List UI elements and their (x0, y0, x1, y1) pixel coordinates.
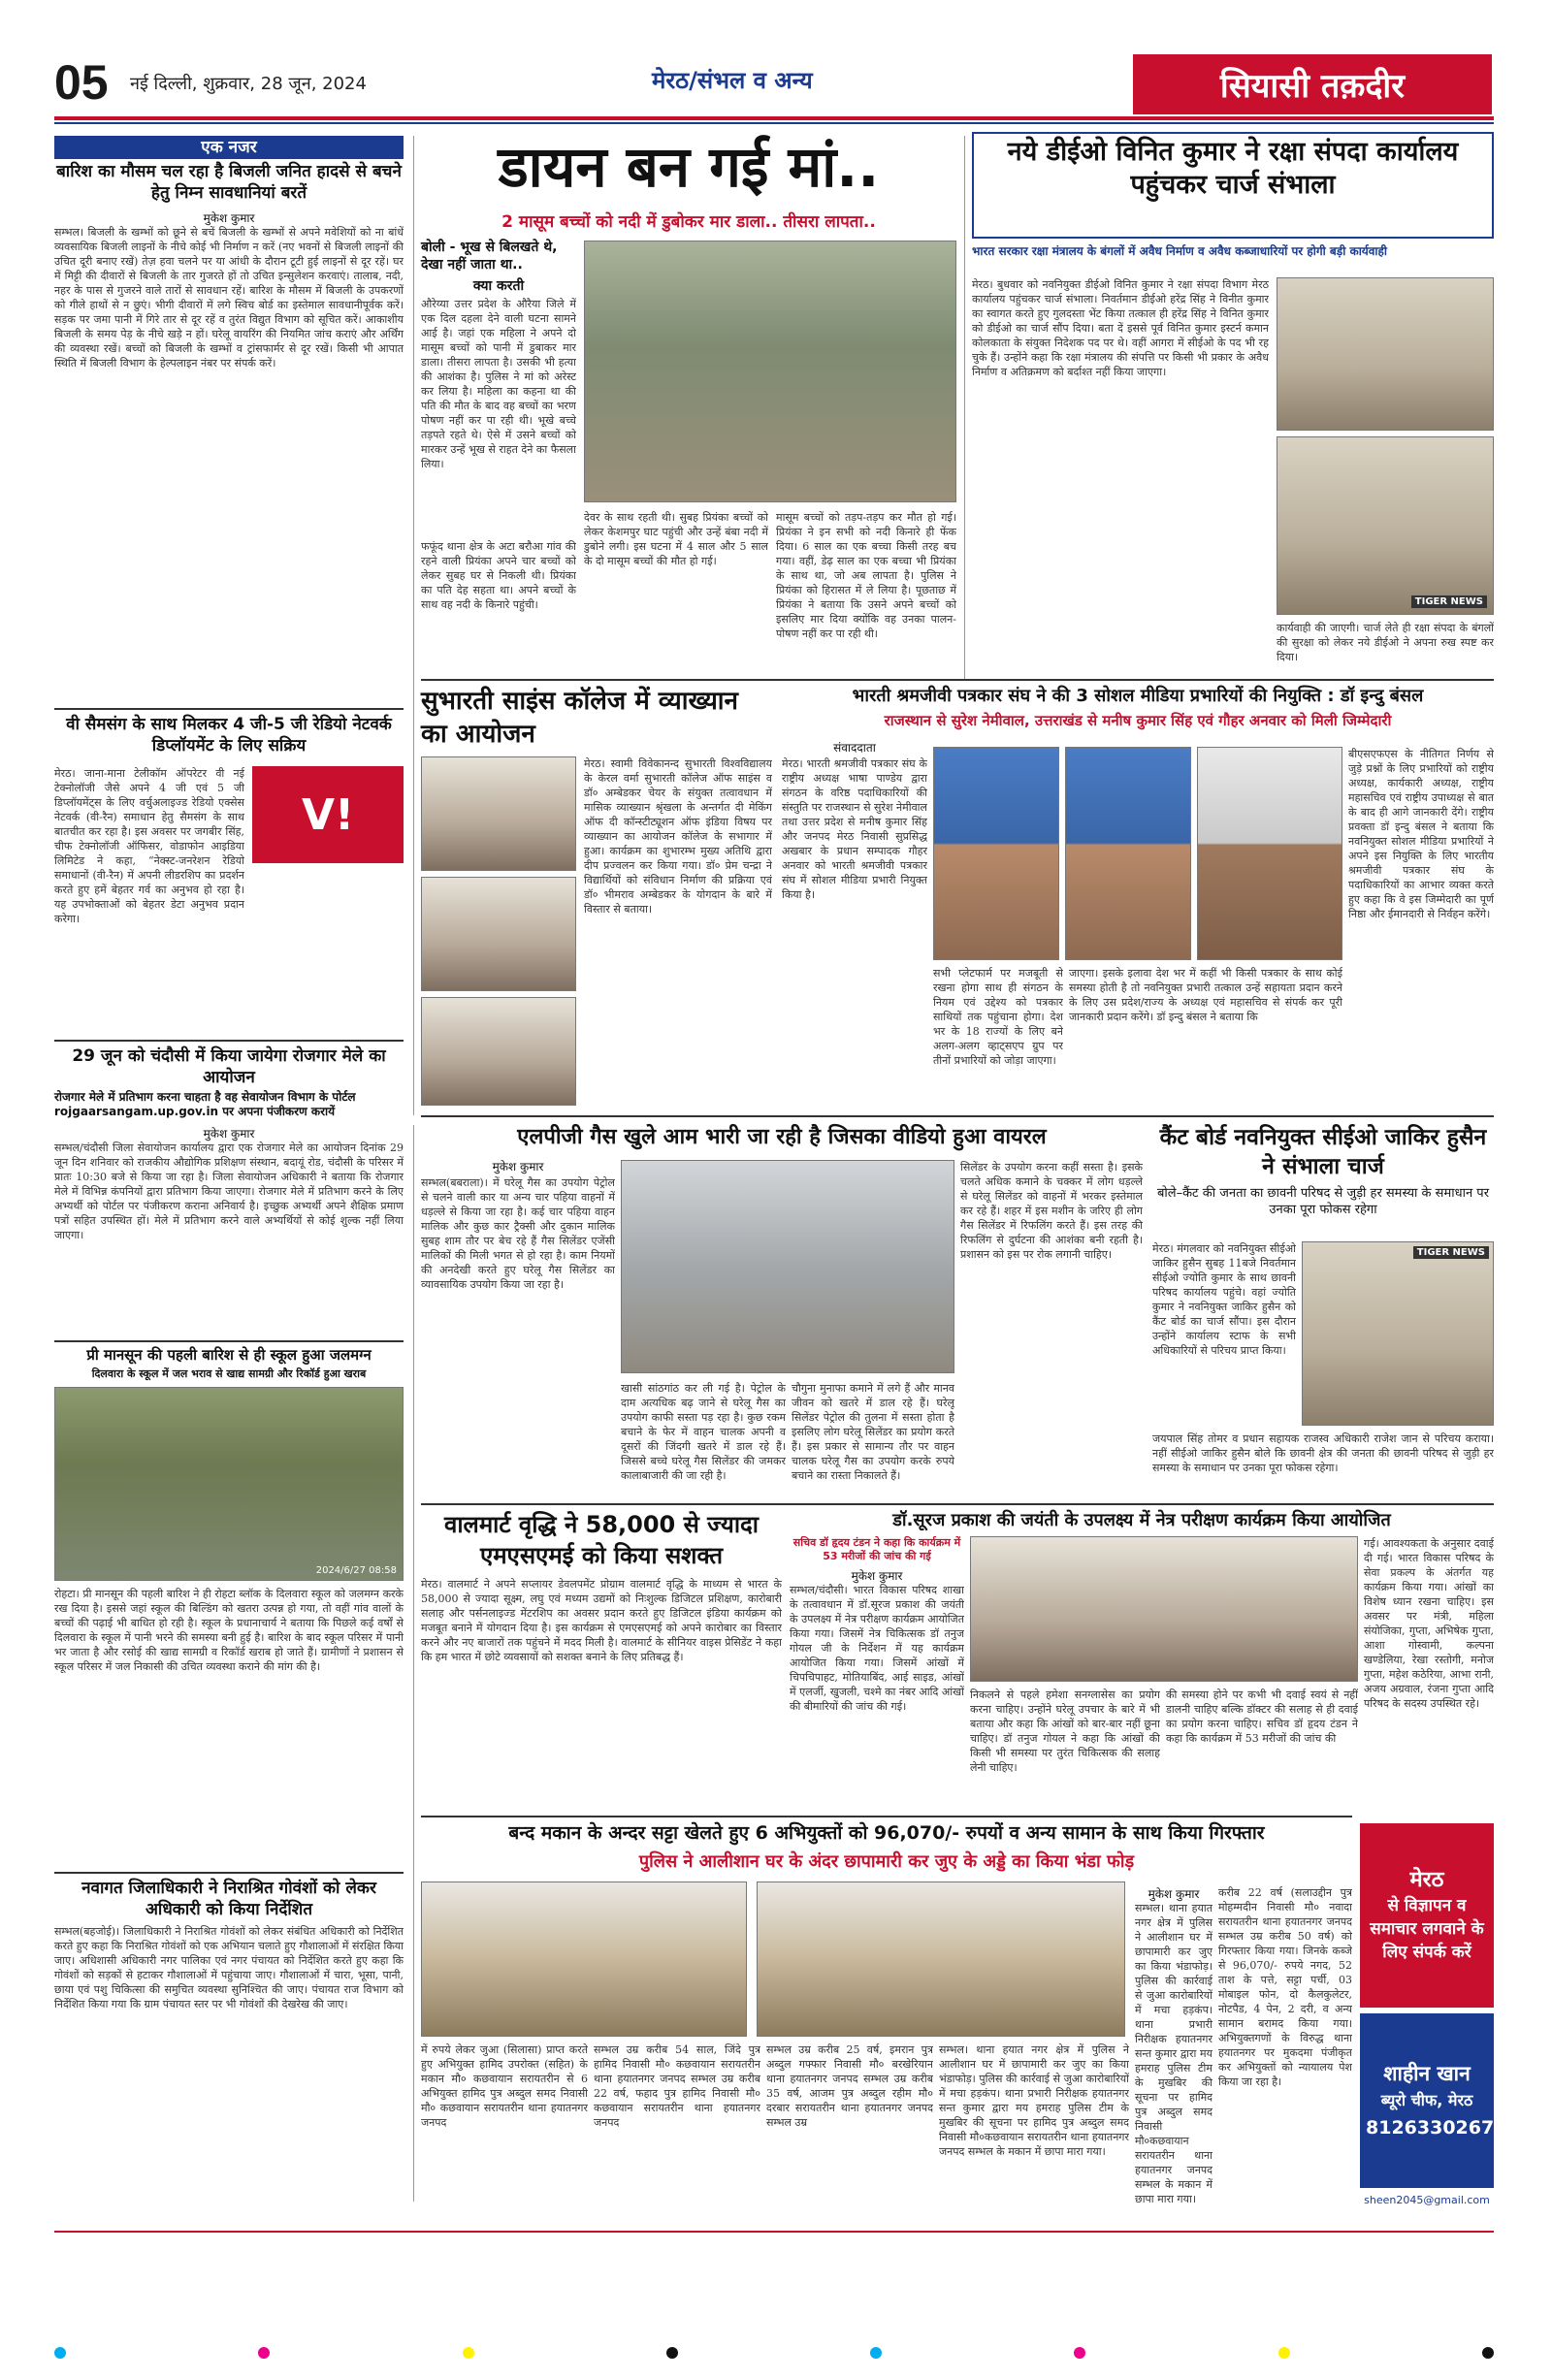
school-flood-body: रोहटा। प्री मानसून की पहली बारिश ने ही रोहटा ब्लॉक के दिलवारा स्कूल को जलमग्न करके रख दिया है। इससे जहां स्कूल की बिल्डिंग को खतरा उत्पन्न हो गया, तो वहीं गांव वालों के बच्चों की पढ़ाई भी बाधित हो रही है। स्कूल के प्रधानाचार्य ने बताया कि पिछले कई वर्षों से दिलवारा के स्कूल में पानी भरने की समस्या बनी हुई है। बारिश के बाद स्कूल परिसर में पानी भर जाता है और रसोई की खाद्य सामग्री व रिकॉर्ड खराब हो जाते हैं। ग्रामीणों ने प्रशासन से स्कूल परिसर में जल निकासी की उचित व्यवस्था कराने की मांग की है। (54, 1588, 404, 1673)
satta-body-extra: सम्भल। थाना हयात नगर क्षेत्र में पुलिस ने आलीशान घर में छापामारी कर जुए का किया भंडाफोड़। पुलिस की कार्रवाई से जुआ कारोबारियों में मचा हड़कंप। थाना प्रभारी निरीक्षक हयातनगर सन्त कुमार द्वारा मय हमराह पुलिस टीम के मुखबिर की सूचना पर हामिद पुत्र अब्दुल समद निवासी मौ०कछवायान सरायतरीन थाना हयातनगर जनपद सम्भल के मकान में छापा मारा गया। (939, 2043, 1129, 2158)
dio-subhead: भारत सरकार रक्षा मंत्रालय के बंगलों में अवैध निर्माण व अवैध कब्जाधारियों पर होगी बड़ी कार्यवाही (972, 244, 1388, 258)
subharti-photo (421, 997, 576, 1106)
black-mark (1482, 2347, 1494, 2359)
dio-office-photo (1277, 436, 1494, 615)
satta-body-5: करीब 22 वर्ष (सलाउद्दीन पुत्र मोहम्मदीन निवासी मौ० नवादा सरायतरीन थाना हयातनगर जनपद सम्भल उम्र करीब 50 वर्ष) को गिरफ्तार किया गया। जिनके कब्जे से 96,070/- रुपये नगद, 52 ताश के पत्ते, सट्टा पर्ची, 03 मोबाइल फोन, दो कैलकुलेटर, नोटपैड, 4 पेन, 2 दरी, व अन्य सामान बरामद किया गया। अभियुक्तगणों के विरुद्ध थाना हयातनगर पर मुकदमा पंजीकृत कर अभियुक्तों को न्यायालय पेश किया जा रहा है। (1218, 1886, 1352, 2088)
dio-headline: नये डीईओ विनित कुमार ने रक्षा संपदा कार्यालय पहुंचकर चार्ज संभाला (1007, 137, 1459, 200)
satta-body-1: सम्भल। थाना हयात नगर क्षेत्र में पुलिस ने आलीशान घर में छापामारी कर जुए का किया भंडाफोड़। पुलिस की कार्रवाई से जुआ कारोबारियों में मचा हड़कंप। थाना प्रभारी निरीक्षक हयातनगर सन्त कुमार द्वारा मय हमराह पुलिस टीम के मुखबिर की सूचना पर हामिद पुत्र अब्दुल समद निवासी मौ०कछवायान सरायतरीन थाना हयातनगर जनपद सम्भल के मकान में छापा मारा गया। (1135, 1902, 1212, 2205)
netra-body-4: गई। आवश्यकता के अनुसार दवाई दी गई। भारत विकास परिषद के सेवा प्रकल्प के अंतर्गत यह कार्यक्रम किया गया। आंखों का विशेष ध्यान रखना चाहिए। इस अवसर पर मंत्री, महिला संयोजिका, गुप्ता, अभिषेक गुप्ता, आशा गोस्वामी, कल्पना खण्डेलिया, रेखा रस्तोगी, मनोज गुप्ता, महेश कठेरिया, आभा रानी, अजय अग्रवाल, रंजना गुप्ता आदि परिषद के सदस्य उपस्थित रहे। (1364, 1537, 1494, 1710)
photo-tag: TIGER NEWS (1413, 1246, 1489, 1259)
gauvansh-body: सम्भल(बहजोई)। जिलाधिकारी ने निराश्रित गोवंशों को लेकर संबंधित अधिकारी को निर्देशित करते हुए कहा कि निराश्रित गोवंशों को एक अभियान चलाते हुए गौशालाओं में संरक्षित किया जाए। अधिशासी अधिकारी नगर पालिका एवं नगर पंचायत को निर्देशित करते हुए कहा कि गोवंशों को सड़कों से हटाकर गौशालाओं में पहुंचाया जाए। गौशालाओं में चारा, भूसा, पानी, छाया एवं पशु चिकित्सा की समुचित व्यवस्था सुनिश्चित की जाए। पंचायत राज विभाग को निर्देशित किया गया कि ग्राम पंचायत स्तर पर भी गोवंशों की देखरेख की जाए। (54, 1925, 404, 2010)
lpg-body-1: सम्भल(बबराला)। में घरेलू गैस का उपयोग पेट्रोल से चलने वाली कार या अन्य चार पहिया वाहनों में धड़ल्ले से किया जा रहा है। कई चार पहिया वाहन मालिक और कुछ कार ट्रैक्सी और दुकान मालिक सुबह शाम तौर पर बेच रहे हैं गैस सिलेंडर एजेंसी मालिकों की मिली भगत से हो रहा है। काम नियमों की अनदेखी करते हुए घरेलू गैस सिलेंडर का व्यावसायिक उपयोग किया जा रहा है। (421, 1176, 615, 1291)
newspaper-brand: सियासी तक़दीर (1133, 54, 1492, 114)
cyan-mark (54, 2347, 66, 2359)
rojgar-headline: 29 जून को चंदौसी में किया जायेगा रोजगार मेले का आयोजन (72, 1046, 386, 1087)
divider (54, 1340, 404, 1342)
subharti-photo (421, 877, 576, 991)
column-divider (964, 136, 965, 679)
subharti-headline: सुभारती साइंस कॉलेज में व्याख्यान का आयोजन (421, 687, 738, 749)
dayan-subhead: 2 मासूम बच्चों को नदी में डुबोकर मार डाला.. तीसरा लापता.. (501, 212, 876, 232)
school-flood-subhead: दिलवारा के स्कूल में जल भराव से खाद्य सामग्री और रिकॉर्ड हुआ खराब (91, 1367, 367, 1380)
lpg-body-3: चौगुना मुनाफा कमाने में लगे हैं और मानव जीवन को खतरे में डाल रहे हैं। घरेलू सिलेंडर पेट्रोल की तुलना में सस्ता होता है इसलिए लोग घरेलू सिलेंडर का प्रयोग करते हैं। इस प्रकार से सामान्य तौर पर वाहन चालक घरेलू गैस का उपयोग करके रुपये बचाने का रास्ता निकालते हैं। (792, 1382, 954, 1482)
dayan-body-2: फफूंद थाना क्षेत्र के अटा बरौआ गांव की रहने वाली प्रियंका अपने चार बच्चों को लेकर सुबह घर से निकली थी। प्रियंका का पति देह सहता था। अपने बच्चों के साथ वह नदी के किनारे पहुंची। (421, 540, 576, 611)
magenta-mark (258, 2347, 270, 2359)
column-divider (413, 136, 414, 1115)
shramjeevi-body-2: सभी प्लेटफार्म पर मजबूती से रखना होगा साथ ही संगठन के नियम एवं उद्देश्य को पत्रकार साथियों तक पहुंचाना होगा। देश भर के 18 राज्यों के लिए बने अलग-अलग व्हाट्सएप ग्रुप पर तीनों प्रभारियों को जोड़ा जाएगा। (933, 967, 1063, 1067)
dayan-side-label-2: क्या करती (472, 278, 525, 294)
satta-headline: बन्द मकान के अन्दर सट्टा खेलते हुए 6 अभियुक्तों को 96,070/- रुपयों व अन्य सामान के साथ किया गिरफ्तार (508, 1822, 1265, 1844)
rojgar-body: सम्भल/चंदौसी जिला सेवायोजन कार्यालय द्वारा एक रोजगार मेले का आयोजन दिनांक 29 जून दिन शनिवार को राजकीय औद्योगिक प्रशिक्षण संस्थान, बदायूं रोड, चंदौसी के परिसर में प्रातः 10:30 बजे से किया जा रहा है। जिला सेवायोजन अधिकारी ने बताया कि रोजगार मेले में विभिन्न कंपनियों द्वारा प्रतिभाग किया जाएगा। रोजगार मेले में प्रतिभाग करने के लिए अभ्यर्थी को पोर्टल पर पंजीकरण कराना अनिवार्य है। इच्छुक अभ्यर्थी अपने शैक्षिक प्रमाण पत्रों सहित उपस्थित हों। मेले में प्रतिभाग करने वाले अभ्यर्थियों से कोई शुल्क नहीं लिया जाएगा। (54, 1142, 404, 1241)
photo-timestamp: 2024/6/27 08:58 (315, 1565, 397, 1576)
shramjeevi-body-4: बीएसएफएस के नीतिगत निर्णय से जुड़े प्रश्नों के लिए प्रभारियों को राष्ट्रीय अध्यक्ष, कार्यकारी अध्यक्ष, राष्ट्रीय महासचिव एवं राष्ट्रीय उपाध्यक्ष से बात के बाद ही आगे जानकारी देंगे। राष्ट्रीय प्रवक्ता डॉ इन्दु बंसल ने बताया कि नवनियुक्त सोशल मीडिया प्रभारियों ने अपने इस नियुक्ति के लिए भारतीय श्रमजीवी पत्रकार संघ के पदाधिकारियों का आभार व्यक्त करते हुए कहा कि वे इस जिम्मेदारी का पूर्ण निष्ठा और ईमानदारी से निर्वहन करेंगे। (1348, 748, 1494, 920)
lpg-video-still (621, 1160, 954, 1373)
cantt-body-2: जयपाल सिंह तोमर व प्रधान सहायक राजस्व अधिकारी राजेश जान से परिचय कराया। नहीं सीईओ जाकिर हुसैन बोले कि छावनी क्षेत्र की जनता की छावनी परिषद से जुड़ी हर समस्या के समाधान पर उनका पूरा फोकस रहेगा। (1152, 1432, 1494, 1474)
ad-phone: 8126330267 (1366, 2117, 1495, 2139)
shramjeevi-headline: भारती श्रमजीवी पत्रकार संघ ने की 3 सोशल मीडिया प्रभारियों की नियुक्ति : डॉ इन्दु बंसल (852, 686, 1424, 706)
shramjeevi-body-3: जाएगा। इसके इलावा देश भर में कहीं भी किसी पत्रकार के साथ कोई समस्या होती है तो नवनियुक्त प्रभारी तत्काल उन्हें सहायता प्रदान करने के लिए उस प्रदेश/राज्य के अध्यक्ष एवं महासचिव से संपर्क कर पूरी जानकारी प्रदान करेंगे। डॉ इन्दु बंसल ने बताया कि (1069, 967, 1342, 1023)
vi-logo: V! (252, 766, 404, 863)
netra-subhead: सचिव डॉ हृदय टंडन ने कहा कि कार्यक्रम में 53 मरीजों की जांच की गई (792, 1536, 961, 1562)
ad-email: sheen2045@gmail.com (1364, 2194, 1490, 2206)
satta-subhead: पुलिस ने आलीशान घर के अंदर छापामारी कर जुए के अड्डे का किया भंडा फोड़ (638, 1851, 1135, 1872)
shramjeevi-body-1: मेरठ। भारती श्रमजीवी पत्रकार संघ के राष्ट्रीय अध्यक्ष भाषा पाण्डेय द्वारा संगठन के वरिष्ठ पदाधिकारियों की संस्तुति पर राजस्थान से सुरेश नेमीवाल तथा उत्तर प्रदेश से मनीष कुमार सिंह और जनपद मेरठ निवासी सुप्रसिद्ध अखबार के प्रधान सम्पादक गौहर अनवार को भारती श्रमजीवी पत्रकार संघ में सोशल मीडिया प्रभारी नियुक्त किया है। (782, 757, 927, 901)
dayan-side-label: बोली - भूख से बिलखते थे, देखा नहीं जाता था.. (421, 240, 558, 273)
vi-headline: वी सैमसंग के साथ मिलकर 4 जी-5 जी रेडियो नेटवर्क डिप्लॉयमेंट के लिए सक्रिय (66, 715, 392, 756)
cantt-subhead: बोले–कैंट की जनता का छावनी परिषद से जुड़ी हर समस्या के समाधान पर उनका पूरा फोकस रहेगा (1156, 1186, 1490, 1217)
satta-body-2: में रुपये लेकर जुआ (सिलासा) प्राप्त करते हुए अभियुक्त हामिद उपरोक्त (सहित) के मकान मौ० कछवायान सरायतरीन से 6 अभियुक्त हामिद पुत्र अब्दुल समद निवासी मौ० कछवायान सरायतरीन थाना हयातनगर जनपद (421, 2043, 588, 2129)
netra-body-1: सम्भल/चंदौसी। भारत विकास परिषद शाखा के तत्वावधान में डॉ.सूरज प्रकाश की जयंती के उपलक्ष्य में नेत्र परीक्षण कार्यक्रम आयोजित किया गया। जिसमें नेत्र चिकित्सक डॉ तनुज गोयल जी के निर्देशन में यह कार्यक्रम आयोजित किया गया। जिसमें आंखों में चिपचिपाहट, मोतियाबिंद, आई साइड, आंखों में एलर्जी, खुजली, चश्मे का नंबर आदि आंखों की बीमारियों की जांच की गई। (790, 1584, 964, 1713)
dayan-body-3: देवर के साथ रहती थी। सुबह प्रियंका बच्चों को लेकर केशमपुर घाट पहुंची और उन्हें बंबा नदी में डुबोने लगी। इस घटना में 4 साल और 5 साल के दो मासूम बच्चों की मौत हो गई। (584, 511, 768, 567)
portrait-suresh (933, 747, 1059, 960)
portrait-gauhar (1197, 747, 1342, 960)
dio-caption: कार्यवाही की जाएगी। चार्ज लेते ही रक्षा संपदा के बंगलों की सुरक्षा को लेकर नये डीईओ ने अपना रुख स्पष्ट कर दिया। (1277, 622, 1494, 663)
divider (54, 708, 404, 710)
column-divider (413, 1125, 414, 2202)
satta-byline: मुकेश कुमार (1148, 1887, 1200, 1901)
netra-camp-photo (970, 1536, 1358, 1682)
subharti-photo (421, 756, 576, 871)
gauvansh-headline: नवागत जिलाधिकारी ने निराश्रित गोवंशों को लेकर अधिकारी को किया निर्देशित (81, 1879, 376, 1919)
dio-body: मेरठ। बुधवार को नवनियुक्त डीईओ विनित कुमार ने रक्षा संपदा विभाग मेरठ कार्यालय पहुंचकर चार्ज संभाला। निवर्तमान डीईओ हरेंद्र सिंह ने विनीत कुमार का स्वागत करते हुए गुलदस्ता भेंट किया तत्काल ही हरेंद्र सिंह ने विनित कुमार को डीईओ का चार्ज सौंप दिया। बता दें इससे पूर्व विनित कुमार इस्टर्न कमान कोलकाता के संयुक्त निदेशक पद पर थे। वहीं आगरा में सीईओ के पद भी रह चुके हैं। उन्होंने कहा कि रक्षा मंत्रालय की संपत्ति पर किसी भी प्रकार के अवैध निर्माण व अतिक्रमण को बर्दाश्त नहीं किया जाएगा। (972, 278, 1269, 378)
ad-box (1360, 1823, 1494, 2008)
divider (54, 1040, 404, 1042)
satta-police-photo (421, 1881, 747, 2037)
dayan-body-1: औरेय्या उत्तर प्रदेश के औरैया जिले में एक दिल दहला देने वाली घटना सामने आई है। जहां एक महिला ने अपने दो मासूम बच्चों को पानी में डुबाकर मार डाला। तीसरा लापता है। उसकी भी हत्या की आशंका है। पुलिस ने मां को अरेस्ट कर लिया है। महिला का कहना था की पति की मौत के बाद वह बच्चों का भरण पोषण नहीं कर पा रही थी। भूखे बच्चे तड़पते रहते थे। ऐसे में उसने बच्चों को मारकर उन्हें भूख से राहत देने का फैसला लिया। (421, 298, 576, 470)
black-mark (666, 2347, 678, 2359)
photo-tag: TIGER NEWS (1411, 595, 1487, 608)
walmart-body: मेरठ। वालमार्ट ने अपने सप्लायर डेवलपमेंट प्रोग्राम वालमार्ट वृद्धि के माध्यम से भारत के 58,000 से ज्यादा सूक्ष्म, लघु एवं मध्यम उद्यमों को निःशुल्क डिजिटल प्रशिक्षण, कारोबारी सलाह और पर्सनलाइज्ड मेंटरशिप का अवसर प्रदान करते हुए डिजिटल इंडिया कार्यक्रम को मजबूत बनाने में योगदान दिया है। इस कार्यक्रम से एमएसएमई को अपने कारोबार का विस्तार करने और नए बाजारों तक पहुंचने में मदद मिली है। वालमार्ट के सीनियर वाइस प्रेसिडेंट ने कहा कि हम भारत में छोटे व्यवसायों को सशक्त बनाने के लिए प्रतिबद्ध हैं। (421, 1578, 782, 1663)
netra-byline: मुकेश कुमार (851, 1569, 903, 1583)
rojgar-subhead: रोजगार मेले में प्रतिभाग करना चाहता है वह सेवायोजन विभाग के पोर्टल rojgaarsangam.up.gov.in पर अपना पंजीकरण करायें (54, 1090, 356, 1118)
portrait-manish (1065, 747, 1191, 960)
ad-city: मेरठ (1409, 1868, 1444, 1892)
subharti-body: मेरठ। स्वामी विवेकानन्द सुभारती विश्वविद्यालय के केरल वर्मा सुभारती कॉलेज ऑफ साइंस व डॉ० अम्बेडकर चेयर के संयुक्त तत्वावधान में मासिक व्याख्यान श्रृंखला के अन्तर्गत दी मेकिंग ऑफ दी कॉन्स्टीट्यूशन ऑफ इंडिया विषय पर व्याख्यान का आयोजन कॉलेज के सभागार में हुआ। कार्यक्रम का शुभारम्भ मुख्य अतिथि द्वारा दीप प्रज्वलन कर किया गया। डॉ० प्रेम चन्द्रा ने विद्यार्थियों को संविधान निर्माण की प्रक्रिया एवं डॉ० भीमराव अम्बेडकर के योगदान के बारे में विस्तार से बताया। (584, 757, 772, 916)
header-rule-blue (54, 122, 1494, 124)
subharti-photos (421, 756, 576, 1106)
netra-body-2: निकलने से पहले हमेशा सनग्लासेस का प्रयोग करना चाहिए। उन्होंने घरेलू उपचार के बारे में भी बताया और कहा कि आंखों को बार-बार नहीं छूना चाहिए। डॉ तनुज गोयल ने कहा कि आंखों की किसी भी समस्या पर तुरंत चिकित्सक की सलाह लेनी चाहिए। (970, 1689, 1160, 1774)
lpg-body-2: खासी सांठगांठ कर ली गई है। पेट्रोल के दाम अत्यधिक बढ़ जाने से घरेलू गैस का उपयोग काफी सस्ता पड़ रहा है। कुछ रकम बचाने के फेर में वाहन चालक अपनी व दूसरों की जिंदगी खतरे में डाल रहे हैं। जिससे बच्चे घरेलू गैस सिलेंडर की जमकर कालाबाजारी की जा रही है। (621, 1382, 786, 1482)
school-flood-headline: प्री मानसून की पहली बारिश से ही स्कूल हुआ जलमग्न (86, 1346, 372, 1364)
yellow-mark (1278, 2347, 1290, 2359)
dayan-headline: डायन बन गई मां.. (498, 134, 880, 200)
satta-body-4: सम्भल उम्र करीब 25 वर्ष, इमरान पुत्र अब्दुल गफ्फार निवासी मौ० बरखेरियान थाना हयातनगर जनपद सम्भल उम्र करीब 35 वर्ष, आजम पुत्र अब्दुल रहीम मौ० दरबार सरायतरीन थाना हयातनगर जनपद सम्भल उम्र (766, 2043, 933, 2129)
divider (421, 679, 1494, 681)
header-rule (54, 116, 1494, 120)
ad-role: ब्यूरो चीफ, मेरठ (1380, 2091, 1473, 2109)
footer-rule (54, 2231, 1494, 2233)
flooded-school-photo (54, 1387, 404, 1581)
walmart-headline: वालमार्ट वृद्धि ने 58,000 से ज्यादा एमएसएमई को किया सशक्त (444, 1511, 759, 1569)
cantt-headline: कैंट बोर्ड नवनियुक्त सीईओ जाकिर हुसैन ने संभाला चार्ज (1159, 1125, 1487, 1179)
river-crowd-photo (584, 241, 956, 502)
shramjeevi-byline: संवाददाता (833, 741, 876, 755)
ad-name: शाहीन खान (1383, 2062, 1471, 2085)
netra-headline: डॉ.सूरज प्रकाश की जयंती के उपलक्ष्य में नेत्र परीक्षण कार्यक्रम किया आयोजित (892, 1510, 1391, 1530)
ek-nazar-byline: मुकेश कुमार (203, 211, 255, 225)
dio-handover-photo (1277, 277, 1494, 431)
page-number: 05 (54, 55, 109, 110)
satta-body-3: सम्भल उम्र करीब 54 साल, जिंदे पुत्र हामिद निवासी मौ० कछवायान सरायतरीन थाना हयातनगर जनपद सम्भल उम्र करीब 22 वर्ष, फहाद पुत्र हामिद निवासी मौ० कछवायान सरायतरीन थाना हयातनगर जनपद (594, 2043, 760, 2129)
ad-text: से विज्ञापन व समाचार लगवाने के लिए संपर्क करें (1370, 1896, 1484, 1962)
netra-body-3: की समस्या होने पर कभी भी दवाई स्वयं से नहीं डालनी चाहिए बल्कि डॉक्टर की सलाह से ही दवाई का प्रयोग करना चाहिए। सचिव डॉ हृदय टंडन ने कहा कि कार्यक्रम में 53 मरीजों की जांच की (1166, 1689, 1358, 1745)
cyan-mark (870, 2347, 882, 2359)
magenta-mark (1074, 2347, 1085, 2359)
lpg-body-4: सिलेंडर के उपयोग करना कहीं सस्ता है। इसके चलते अधिक कमाने के चक्कर में लोग धड़ल्ले से घरेलू सिलेंडर को वाहनों में भरकर इस्तेमाल कर रहे हैं। शहर में इस मशीन के जरिए ही लोग गैस सिलेंडर में रिफलिंग करते हैं। इस तरह की रिफलिंग से दुर्घटना की आशंका बनी रहती है। प्रशासन को इस पर रोक लगानी चाहिए। (960, 1161, 1143, 1261)
satta-accused-photo (757, 1881, 1125, 2037)
divider (421, 1816, 1352, 1817)
ek-nazar-headline: बारिश का मौसम चल रहा है बिजली जनित हादसे से बचने हेतु निम्न सावधानियां बरतें (56, 162, 402, 203)
yellow-mark (463, 2347, 474, 2359)
section-title: मेरठ/संभल व अन्य (652, 67, 813, 94)
cmyk-marks (54, 2347, 1494, 2359)
divider (421, 1115, 1494, 1117)
dayan-body-4: मासूम बच्चों को तड़प-तड़प कर मौत हो गई। प्रियंका ने इन सभी को नदी किनारे ही फेंक दिया। 6 साल का एक बच्चा किसी तरह बच गया। वहीं, डेढ़ साल का एक बच्चा भी प्रियंका के साथ था, जो अब लापता है। पुलिस ने प्रियंका को हिरासत में ले लिया है। पूछताछ में प्रियंका ने बताया कि उसने अपने बच्चों को इसलिए मार दिया क्योंकि वह उनका पालन-पोषण नहीं कर पा रही थी। (776, 511, 956, 640)
lpg-headline: एलपीजी गैस खुले आम भारी जा रही है जिसका वीडियो हुआ वायरल (517, 1125, 1047, 1149)
issue-date: नई दिल्ली, शुक्रवार, 28 जून, 2024 (130, 74, 367, 94)
lpg-byline: मुकेश कुमार (492, 1160, 544, 1174)
shramjeevi-subhead: राजस्थान से सुरेश नेमीवाल, उत्तराखंड से मनीष कुमार सिंह एवं गौहर अनवार को मिली जिम्मेदारी (884, 712, 1392, 729)
vi-body: मेरठ। जाना-माना टेलीकॉम ऑपरेटर वी नई टेक्नोलॉजी जैसे अपने 4 जी एवं 5 जी डिप्लॉयमेंट्स के लिए वर्चुअलाइज्ड रेडियो एक्सेस नेटवर्क (वी-रैन) समाधान हेतु सैमसंग के साथ बातचीत कर रहा है। इस अवसर पर जगबीर सिंह, चीफ टेक्नोलॉजी ऑफिसर, वोडाफोन आइडिया लिमिटेड ने कहा, “नेक्स्ट-जनरेशन रेडियो समाधानों (वी-रैन) में अपनी लीडरशिप का प्रदर्शन करते हुए हमें बेहतर गर्व का अनुभव हो रहा है। यह उपभोक्ताओं को बेहतर डेटा अनुभव प्रदान करेगा। (54, 767, 244, 925)
ek-nazar-label: एक नजर (54, 136, 404, 159)
rojgar-byline: मुकेश कुमार (203, 1127, 255, 1141)
divider (54, 1872, 404, 1874)
divider (421, 1503, 1494, 1505)
ek-nazar-body: सम्भल। बिजली के खम्भों को छूने से बचें बिजली के खम्भों से अपने मवेशियों को ना बांधें व्यवसायिक बिजली लाइनों के नीचे कोई भी निर्माण न करें (नए भवनों से बिजली लाइनों की उचित दूरी बनाए रखें) तेज़ हवा चलने पर या आंधी के दौरान टूटी हुई लाइनों से दूर रहें। घर में मिट्टी की दीवारों से बिजली के तार गुजरते हों तो उचित इन्सुलेशन करवाएं। तालाब, नदी, नहर के पास से गुजरने वाले तारों से सावधान रहें। बारिश के मौसम में बिजली के उपकरणों को गीले हाथों से न छुएं। भीगी दीवारों में लगे स्विच बोर्ड का इस्तेमाल सावधानीपूर्वक करें। सड़क पर जमा पानी में गिरे तार से दूर रहें व तुरंत विद्युत विभाग को सूचित करें। आकाशीय बिजली के समय पेड़ के नीचे खड़े न हों। घरेलू वायरिंग की नियमित जांच कराएं और अर्थिंग की व्यवस्था रखें। बच्चों को बिजली के खम्भों व ट्रांसफार्मर से दूर रखें। किसी भी आपात स्थिति में बिजली विभाग के हेल्पलाइन नंबर पर संपर्क करें। (54, 226, 404, 370)
ad-contact-box (1360, 2013, 1494, 2188)
cantt-office-photo (1302, 1241, 1494, 1426)
cantt-body: मेरठ। मंगलवार को नवनियुक्त सीईओ जाकिर हुसैन सुबह 11बजे निवर्तमान सीईओ ज्योति कुमार के साथ छावनी परिषद कार्यालय पहुंचे। वहां ज्योति कुमार ने नवनियुक्त जाकिर हुसैन को कैंट बोर्ड का चार्ज सौंपा। इस दौरान उन्होंने कार्यालय स्टाफ के सभी अधिकारियों से परिचय प्राप्त किया। (1152, 1242, 1296, 1357)
